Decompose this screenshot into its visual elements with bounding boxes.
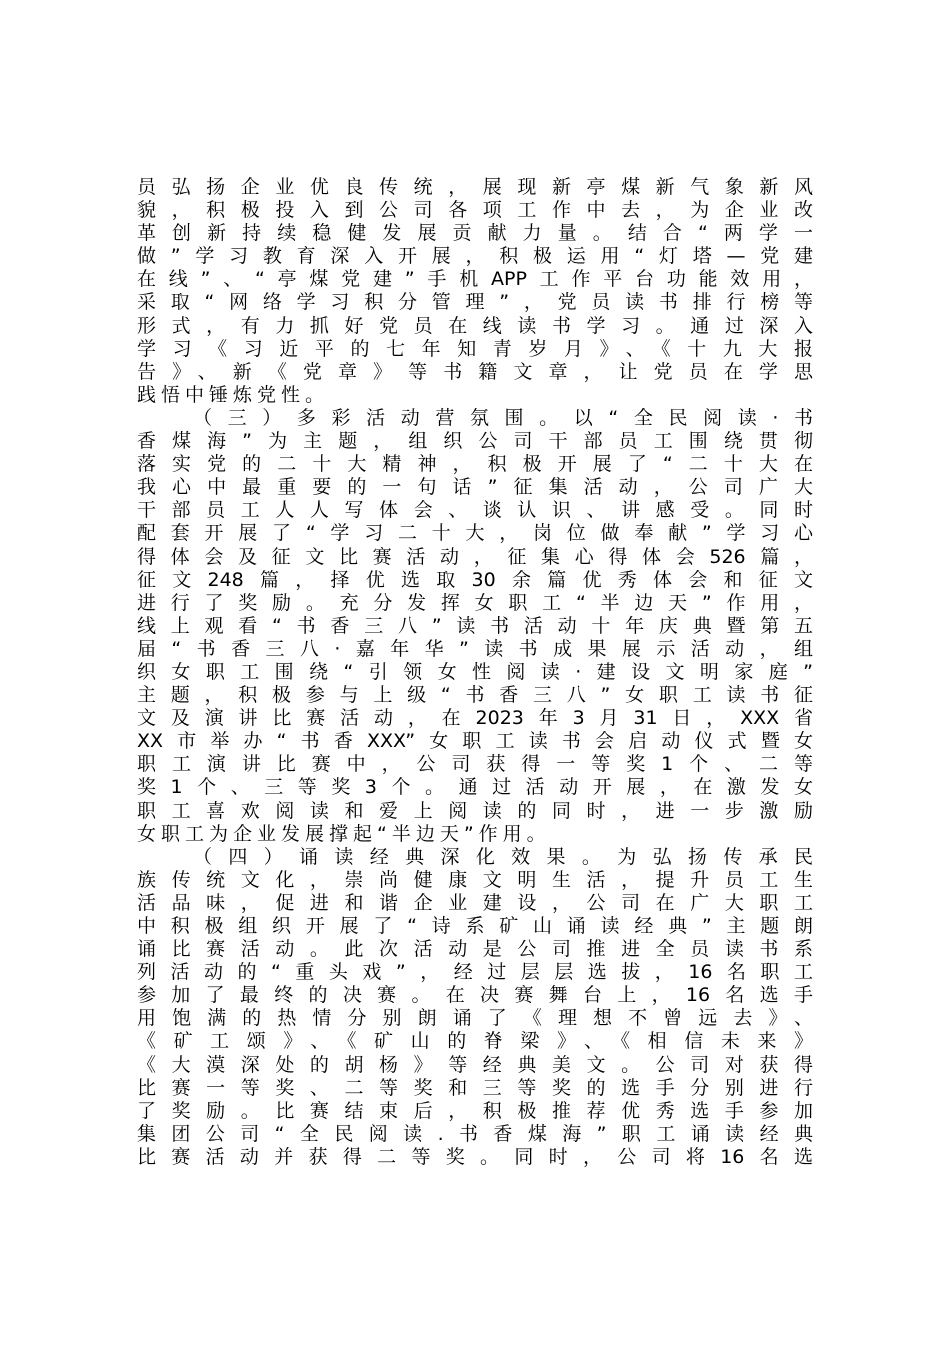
paragraph-section-4 xyxy=(137,846,813,1169)
text-line: 文及演讲比赛活动，在2023年3月31日，XXX省 xyxy=(137,707,813,730)
section-heading-line: （四）诵读经典深化效果。为弘扬传承民 xyxy=(193,845,813,868)
text-line: 用饱满的热情分别朗诵了《理想不曾远去》、 xyxy=(137,1007,813,1030)
text-line: 我心中最重要的一句话”征集活动，公司广大 xyxy=(137,476,813,499)
text-line: 践悟中锤炼党性。 xyxy=(137,383,330,406)
paragraph-continuation xyxy=(137,176,813,407)
text-line: 活品味，促进和谐企业建设，公司在广大职工 xyxy=(137,891,813,914)
text-line: 主题，积极参与上级“书香三八”女职工读书征 xyxy=(137,684,813,707)
text-line: 《大漠深处的胡杨》等经典美文。公司对获得 xyxy=(137,1053,813,1076)
text-line: 届“书香三八·嘉年华”读书成果展示活动，组 xyxy=(137,637,813,660)
text-line: 奖1个、三等奖3个。通过活动开展，在激发女 xyxy=(137,776,813,799)
text-line: 做”学习教育深入开展，积极运用“灯塔—党建 xyxy=(137,245,813,268)
text-line: 得体会及征文比赛活动，征集心得体会526篇， xyxy=(137,545,813,568)
text-line: 落实党的二十大精神，积极开展了“二十大在 xyxy=(137,453,813,476)
text-line: 中积极组织开展了“诗系矿山诵读经典”主题朗 xyxy=(137,915,813,937)
text-line: 比赛一等奖、二等奖和三等奖的选手分别进行 xyxy=(137,1076,813,1099)
text-line: 在线”、“亭煤党建”手机APP工作平台功能效用， xyxy=(137,268,813,291)
text-line: 貌，积极投入到公司各项工作中去，为企业改 xyxy=(137,199,813,222)
text-line: 线上观看“书香三八”读书活动十年庆典暨第五 xyxy=(137,614,813,637)
text-line: 员弘扬企业优良传统，展现新亭煤新气象新风 xyxy=(137,176,813,198)
text-line: 《矿工颂》、《矿山的脊梁》、《相信未来》 xyxy=(137,1030,813,1053)
text-line: 干部员工人人写体会、谈认识、讲感受。同时 xyxy=(137,499,813,522)
section-heading-line: （三）多彩活动营氛围。以“全民阅读·书 xyxy=(193,406,813,429)
text-line: 征文248篇，择优选取30余篇优秀体会和征文 xyxy=(137,568,813,591)
text-line: 族传统文化，崇尚健康文明生活，提升员工生 xyxy=(137,868,813,891)
text-line: 采取“网络学习积分管理”，党员读书排行榜等 xyxy=(137,291,813,314)
text-line: 参加了最终的决赛。在决赛舞台上，16名选手 xyxy=(137,984,813,1007)
text-line: 列活动的“重头戏”，经过层层选拔，16名职工 xyxy=(137,961,813,984)
text-line: 职工喜欢阅读和爱上阅读的同时，进一步激励 xyxy=(137,799,813,822)
text-line: 香煤海”为主题，组织公司干部员工围绕贯彻 xyxy=(137,430,813,453)
text-line: 职工演讲比赛中，公司获得一等奖1个、二等 xyxy=(137,753,813,776)
text-line: 诵比赛活动。此次活动是公司推进全员读书系 xyxy=(137,938,813,961)
body-text xyxy=(137,176,813,1169)
text-line: 配套开展了“学习二十大，岗位做奉献”学习心 xyxy=(137,522,813,545)
text-line: 了奖励。比赛结束后，积极推荐优秀选手参加 xyxy=(137,1099,813,1122)
paragraph-section-3 xyxy=(137,407,813,846)
text-line: 女职工为企业发展撑起“半边天”作用。 xyxy=(137,822,551,845)
text-line: 革创新持续稳健发展贡献力量。结合“两学一 xyxy=(137,222,813,245)
text-line: 进行了奖励。充分发挥女职工“半边天”作用， xyxy=(137,591,813,614)
text-line: XX市举办“书香XXX”女职工读书会启动仪式暨女 xyxy=(137,730,813,753)
text-line: 告》、新《党章》等书籍文章，让党员在学思 xyxy=(137,360,813,383)
text-line: 集团公司“全民阅读.书香煤海”职工诵读经典 xyxy=(137,1122,813,1145)
text-line: 织女职工围绕“引领女性阅读·建设文明家庭” xyxy=(137,660,813,683)
text-line: 学习《习近平的七年知青岁月》、《十九大报 xyxy=(137,337,813,360)
text-line: 比赛活动并获得二等奖。同时，公司将16名选 xyxy=(137,1145,813,1168)
text-line: 形式，有力抓好党员在线读书学习。通过深入 xyxy=(137,314,813,337)
